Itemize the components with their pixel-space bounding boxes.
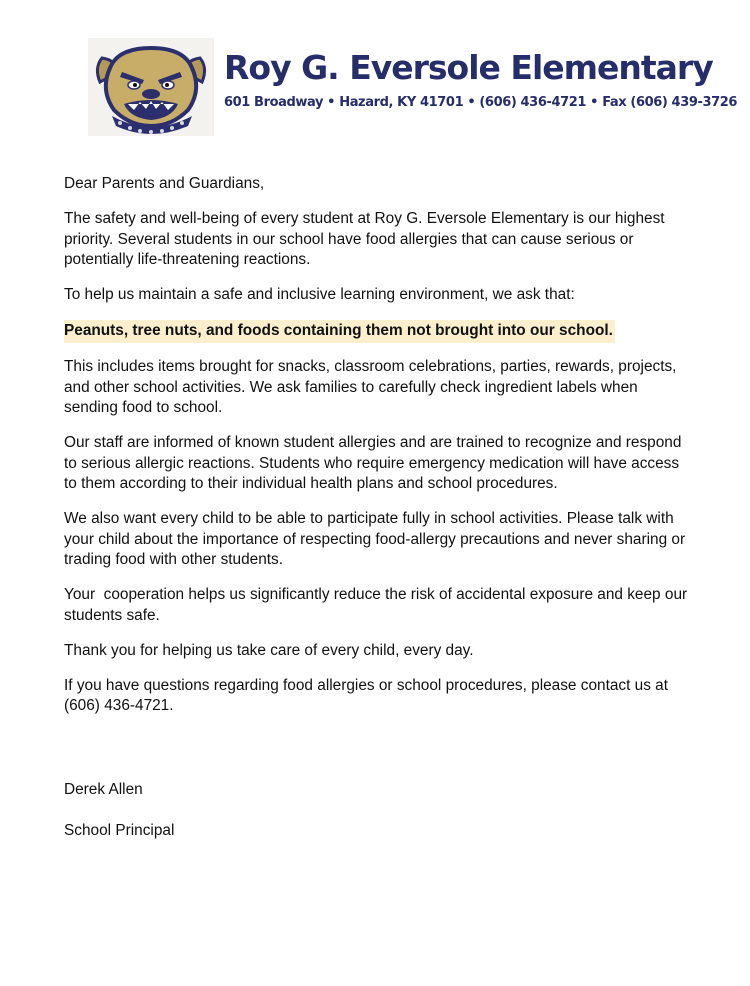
highlight-row <box>64 320 694 343</box>
paragraph-thank-you: Thank you for helping us take care of every child, every day. <box>64 641 474 659</box>
paragraph-participation: We also want every child to be able to participate fully in school activities. Please talk with your child about the importance of respecting food-allergy precautions and never sharing or trading food with other students. <box>64 510 686 568</box>
signer-title: School Principal <box>64 822 175 839</box>
signer-name: Derek Allen <box>64 781 143 798</box>
salutation: Dear Parents and Guardians, <box>64 175 265 192</box>
nut-free-policy-highlight: Peanuts, tree nuts, and foods containing them not brought into our school. <box>64 320 615 343</box>
paragraph-included-items: This includes items brought for snacks, classroom celebrations, parties, rewards, projects, and other school activities. We ask families to carefully check ingredient labels when sending food to school. <box>64 358 677 416</box>
school-name: Roy G. Eversole Elementary <box>224 48 713 87</box>
school-contact-line: 601 Broadway • Hazard, KY 41701 • (606) 436-4721 • Fax (606) 439-3726 <box>224 95 738 110</box>
paragraph-request-intro: To help us maintain a safe and inclusive learning environment, we ask that: <box>64 286 575 303</box>
paragraph-cooperation: Your cooperation helps us significantly reduce the risk of accidental exposure and keep our students safe. <box>64 586 692 624</box>
paragraph-contact: If you have questions regarding food allergies or school procedures, please contact us at (606) 436-4721. <box>64 676 669 714</box>
letter-body <box>64 174 694 731</box>
bulldog-mascot-logo <box>88 38 214 136</box>
paragraph-safety-priority: The safety and well-being of every student at Roy G. Eversole Elementary is our highest priority. Several students in our school have food allergies that can cause serious or potentially life-threatening reactions. <box>64 210 665 268</box>
signature-block <box>64 780 174 862</box>
paragraph-staff-training: Our staff are informed of known student allergies and are trained to recognize and respond to serious allergic reactions. Students who require emergency medication will have access to them according to their individual health plans and school procedures. <box>64 434 682 492</box>
letterhead <box>0 0 750 150</box>
